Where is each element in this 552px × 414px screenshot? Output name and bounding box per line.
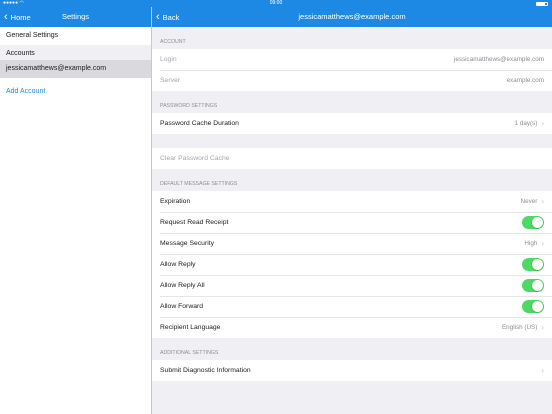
login-row [152, 49, 552, 70]
expiration-value: Never [520, 198, 538, 205]
submit-diagnostic-row[interactable] [152, 360, 552, 381]
clear-password-cache-button[interactable] [152, 148, 552, 169]
status-bar [0, 0, 552, 7]
additional-section-header: ADDITIONAL SETTINGS [160, 350, 219, 356]
home-back-button[interactable] [4, 7, 31, 27]
back-label: Back [162, 12, 180, 22]
toggle-knob [532, 217, 543, 228]
sidebar-item-general-settings[interactable]: General Settings [6, 32, 59, 39]
add-account-link[interactable]: Add Account [6, 88, 46, 95]
back-button[interactable] [156, 7, 179, 27]
message-security-value: High [524, 240, 538, 247]
message-section-header: DEFAULT MESSAGE SETTINGS [160, 181, 238, 187]
message-security-label: Message Security [160, 240, 215, 247]
chevron-right-icon: › [541, 366, 544, 375]
recipient-language-label: Recipient Language [160, 324, 221, 331]
allow-reply-label: Allow Reply [160, 261, 196, 268]
allow-reply-all-row [152, 275, 552, 296]
status-time: 09:00 [269, 0, 283, 6]
server-row [152, 70, 552, 91]
read-receipt-row [152, 212, 552, 233]
toggle-knob [532, 280, 543, 291]
chevron-right-icon: › [541, 239, 544, 248]
message-security-row[interactable] [152, 233, 552, 254]
detail-navbar [152, 7, 552, 27]
allow-forward-row [152, 296, 552, 317]
password-cache-duration-value: 1 day(s) [514, 120, 538, 127]
chevron-left-icon: ‹ [4, 11, 8, 23]
server-value: example.com [506, 77, 544, 84]
login-value: jessicamatthews@example.com [453, 56, 544, 63]
server-label: Server [160, 77, 181, 84]
allow-reply-row [152, 254, 552, 275]
allow-forward-toggle[interactable] [522, 300, 544, 313]
expiration-row[interactable] [152, 191, 552, 212]
signal-icon: ●●●●● ◠ [3, 0, 24, 6]
password-cache-duration-label: Password Cache Duration [160, 120, 239, 127]
home-back-label: Home [10, 12, 31, 22]
recipient-language-row[interactable] [152, 317, 552, 338]
account-section-header: ACCOUNT [160, 39, 186, 45]
allow-forward-label: Allow Forward [160, 303, 204, 310]
page-title: jessicamatthews@example.com [298, 12, 406, 21]
clear-password-cache-label: Clear Password Cache [160, 155, 230, 162]
section-gap [152, 134, 552, 148]
sidebar-item-account[interactable]: jessicamatthews@example.com [0, 60, 151, 78]
sidebar-navbar [0, 7, 151, 27]
chevron-right-icon: › [541, 323, 544, 332]
toggle-knob [532, 259, 543, 270]
password-cache-duration-row[interactable] [152, 113, 552, 134]
chevron-right-icon: › [541, 197, 544, 206]
login-label: Login [160, 56, 177, 63]
chevron-left-icon: ‹ [156, 11, 160, 23]
read-receipt-toggle[interactable] [522, 216, 544, 229]
toggle-knob [532, 301, 543, 312]
submit-diagnostic-label: Submit Diagnostic Information [160, 367, 251, 374]
allow-reply-all-label: Allow Reply All [160, 282, 205, 289]
sidebar-accounts-header: Accounts [0, 45, 151, 60]
battery-icon [536, 2, 548, 6]
expiration-label: Expiration [160, 198, 191, 205]
chevron-right-icon: › [541, 119, 544, 128]
sidebar [0, 27, 151, 414]
settings-detail [152, 27, 552, 414]
allow-reply-toggle[interactable] [522, 258, 544, 271]
allow-reply-all-toggle[interactable] [522, 279, 544, 292]
sidebar-title: Settings [61, 12, 90, 21]
password-section-header: PASSWORD SETTINGS [160, 103, 218, 109]
recipient-language-value: English (US) [501, 324, 538, 331]
read-receipt-label: Request Read Receipt [160, 219, 229, 226]
